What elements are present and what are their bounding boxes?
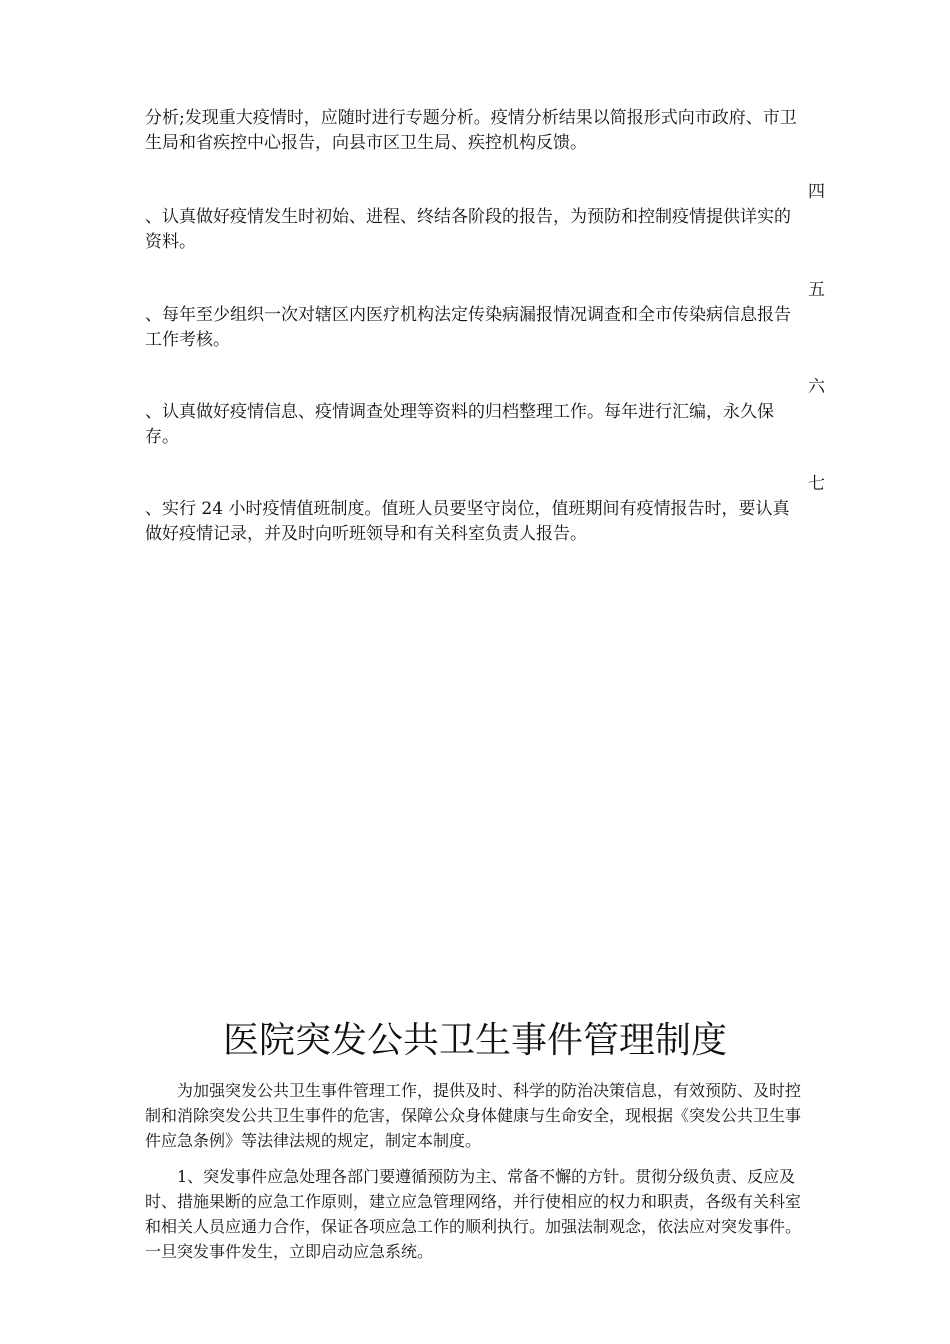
document-title: 医院突发公共卫生事件管理制度 bbox=[222, 1020, 727, 1061]
paragraph-analysis: 分析;发现重大疫情时，应随时进行专题分析。疫情分析结果以简报形式向市政府、市卫生局和省疾控中心报告，向县市区卫生局、疾控机构反馈。 bbox=[145, 108, 797, 153]
item-number-4: 四 bbox=[808, 182, 825, 202]
item-text-5: 、每年至少组织一次对辖区内医疗机构法定传染病漏报情况调查和全市传染病信息报告工作考核。 bbox=[145, 305, 791, 350]
item-text-6: 、认真做好疫情信息、疫情调查处理等资料的归档整理工作。每年进行汇编，永久保存。 bbox=[145, 402, 774, 447]
item-number-5: 五 bbox=[808, 280, 825, 300]
item-number-7: 七 bbox=[808, 474, 825, 494]
item-text-4: 、认真做好疫情发生时初始、进程、终结各阶段的报告，为预防和控制疫情提供详实的资料。 bbox=[145, 207, 791, 252]
item-number-6: 六 bbox=[808, 377, 825, 397]
clause-1-paragraph: 1、突发事件应急处理各部门要遵循预防为主、常备不懈的方针。贯彻分级负责、反应及时、措施果断的应急工作原则，建立应急管理网络，并行使相应的权力和职责，各级有关科室和相关人员应通力合作，保证各项应急工作的顺利执行。加强法制观念，依法应对突发事件。一旦突发事件发生，立即启动应急系统。 bbox=[145, 1167, 802, 1261]
item-text-7: 、实行 24 小时疫情值班制度。值班人员要坚守岗位，值班期间有疫情报告时，要认真做好疫情记录，并及时向听班领导和有关科室负责人报告。 bbox=[145, 499, 790, 544]
intro-paragraph: 为加强突发公共卫生事件管理工作，提供及时、科学的防治决策信息，有效预防、及时控制和消除突发公共卫生事件的危害，保障公众身体健康与生命安全，现根据《突发公共卫生事件应急条例》等法律法规的规定，制定本制度。 bbox=[145, 1081, 802, 1150]
